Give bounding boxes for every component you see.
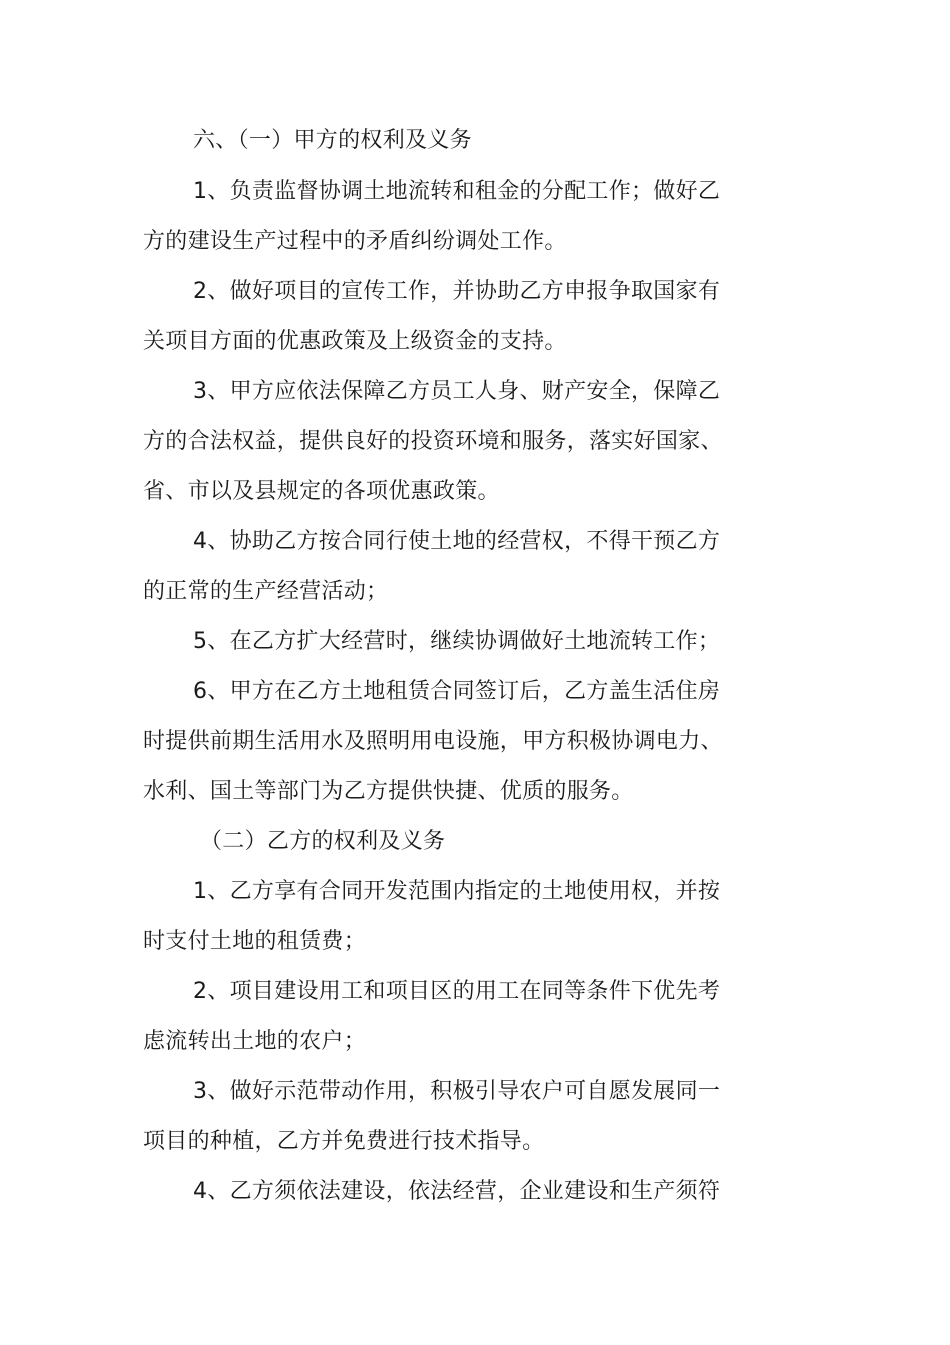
paragraph-line: 3、甲方应依法保障乙方员工人身、财产安全，保障乙 xyxy=(193,379,721,404)
paragraph-line: 1、负责监督协调土地流转和租金的分配工作；做好乙 xyxy=(193,179,721,204)
paragraph-line: 虑流转出土地的农户； xyxy=(143,1029,367,1054)
paragraph-line: 项目的种植，乙方并免费进行技术指导。 xyxy=(143,1129,545,1154)
paragraph-line: 方的合法权益，提供良好的投资环境和服务，落实好国家、 xyxy=(143,429,723,454)
paragraph-line: 省、市以及县规定的各项优惠政策。 xyxy=(143,479,500,504)
section-heading-party-a: 六、（一）甲方的权利及义务 xyxy=(193,128,472,153)
paragraph-line: 3、做好示范带动作用，积极引导农户可自愿发展同一 xyxy=(193,1079,721,1104)
paragraph-line: 时提供前期生活用水及照明用电设施，甲方积极协调电力、 xyxy=(143,729,723,754)
paragraph-line: 2、做好项目的宣传工作，并协助乙方申报争取国家有 xyxy=(193,279,721,304)
paragraph-line: 方的建设生产过程中的矛盾纠纷调处工作。 xyxy=(143,229,567,254)
paragraph-line: 时支付土地的租赁费； xyxy=(143,929,367,954)
paragraph-line: 6、甲方在乙方土地租赁合同签订后，乙方盖生活住房 xyxy=(193,679,721,704)
section-heading-party-b: （二）乙方的权利及义务 xyxy=(200,829,446,854)
paragraph-line: 关项目方面的优惠政策及上级资金的支持。 xyxy=(143,329,567,354)
paragraph-line: 1、乙方享有合同开发范围内指定的土地使用权，并按 xyxy=(193,879,721,904)
paragraph-line: 5、在乙方扩大经营时，继续协调做好土地流转工作； xyxy=(193,629,721,654)
paragraph-line: 的正常的生产经营活动； xyxy=(143,579,389,604)
paragraph-line: 2、项目建设用工和项目区的用工在同等条件下优先考 xyxy=(193,979,721,1004)
paragraph-line: 4、乙方须依法建设，依法经营，企业建设和生产须符 xyxy=(193,1179,721,1204)
paragraph-line: 4、协助乙方按合同行使土地的经营权，不得干预乙方 xyxy=(193,529,721,554)
paragraph-line: 水利、国土等部门为乙方提供快捷、优质的服务。 xyxy=(143,779,634,804)
